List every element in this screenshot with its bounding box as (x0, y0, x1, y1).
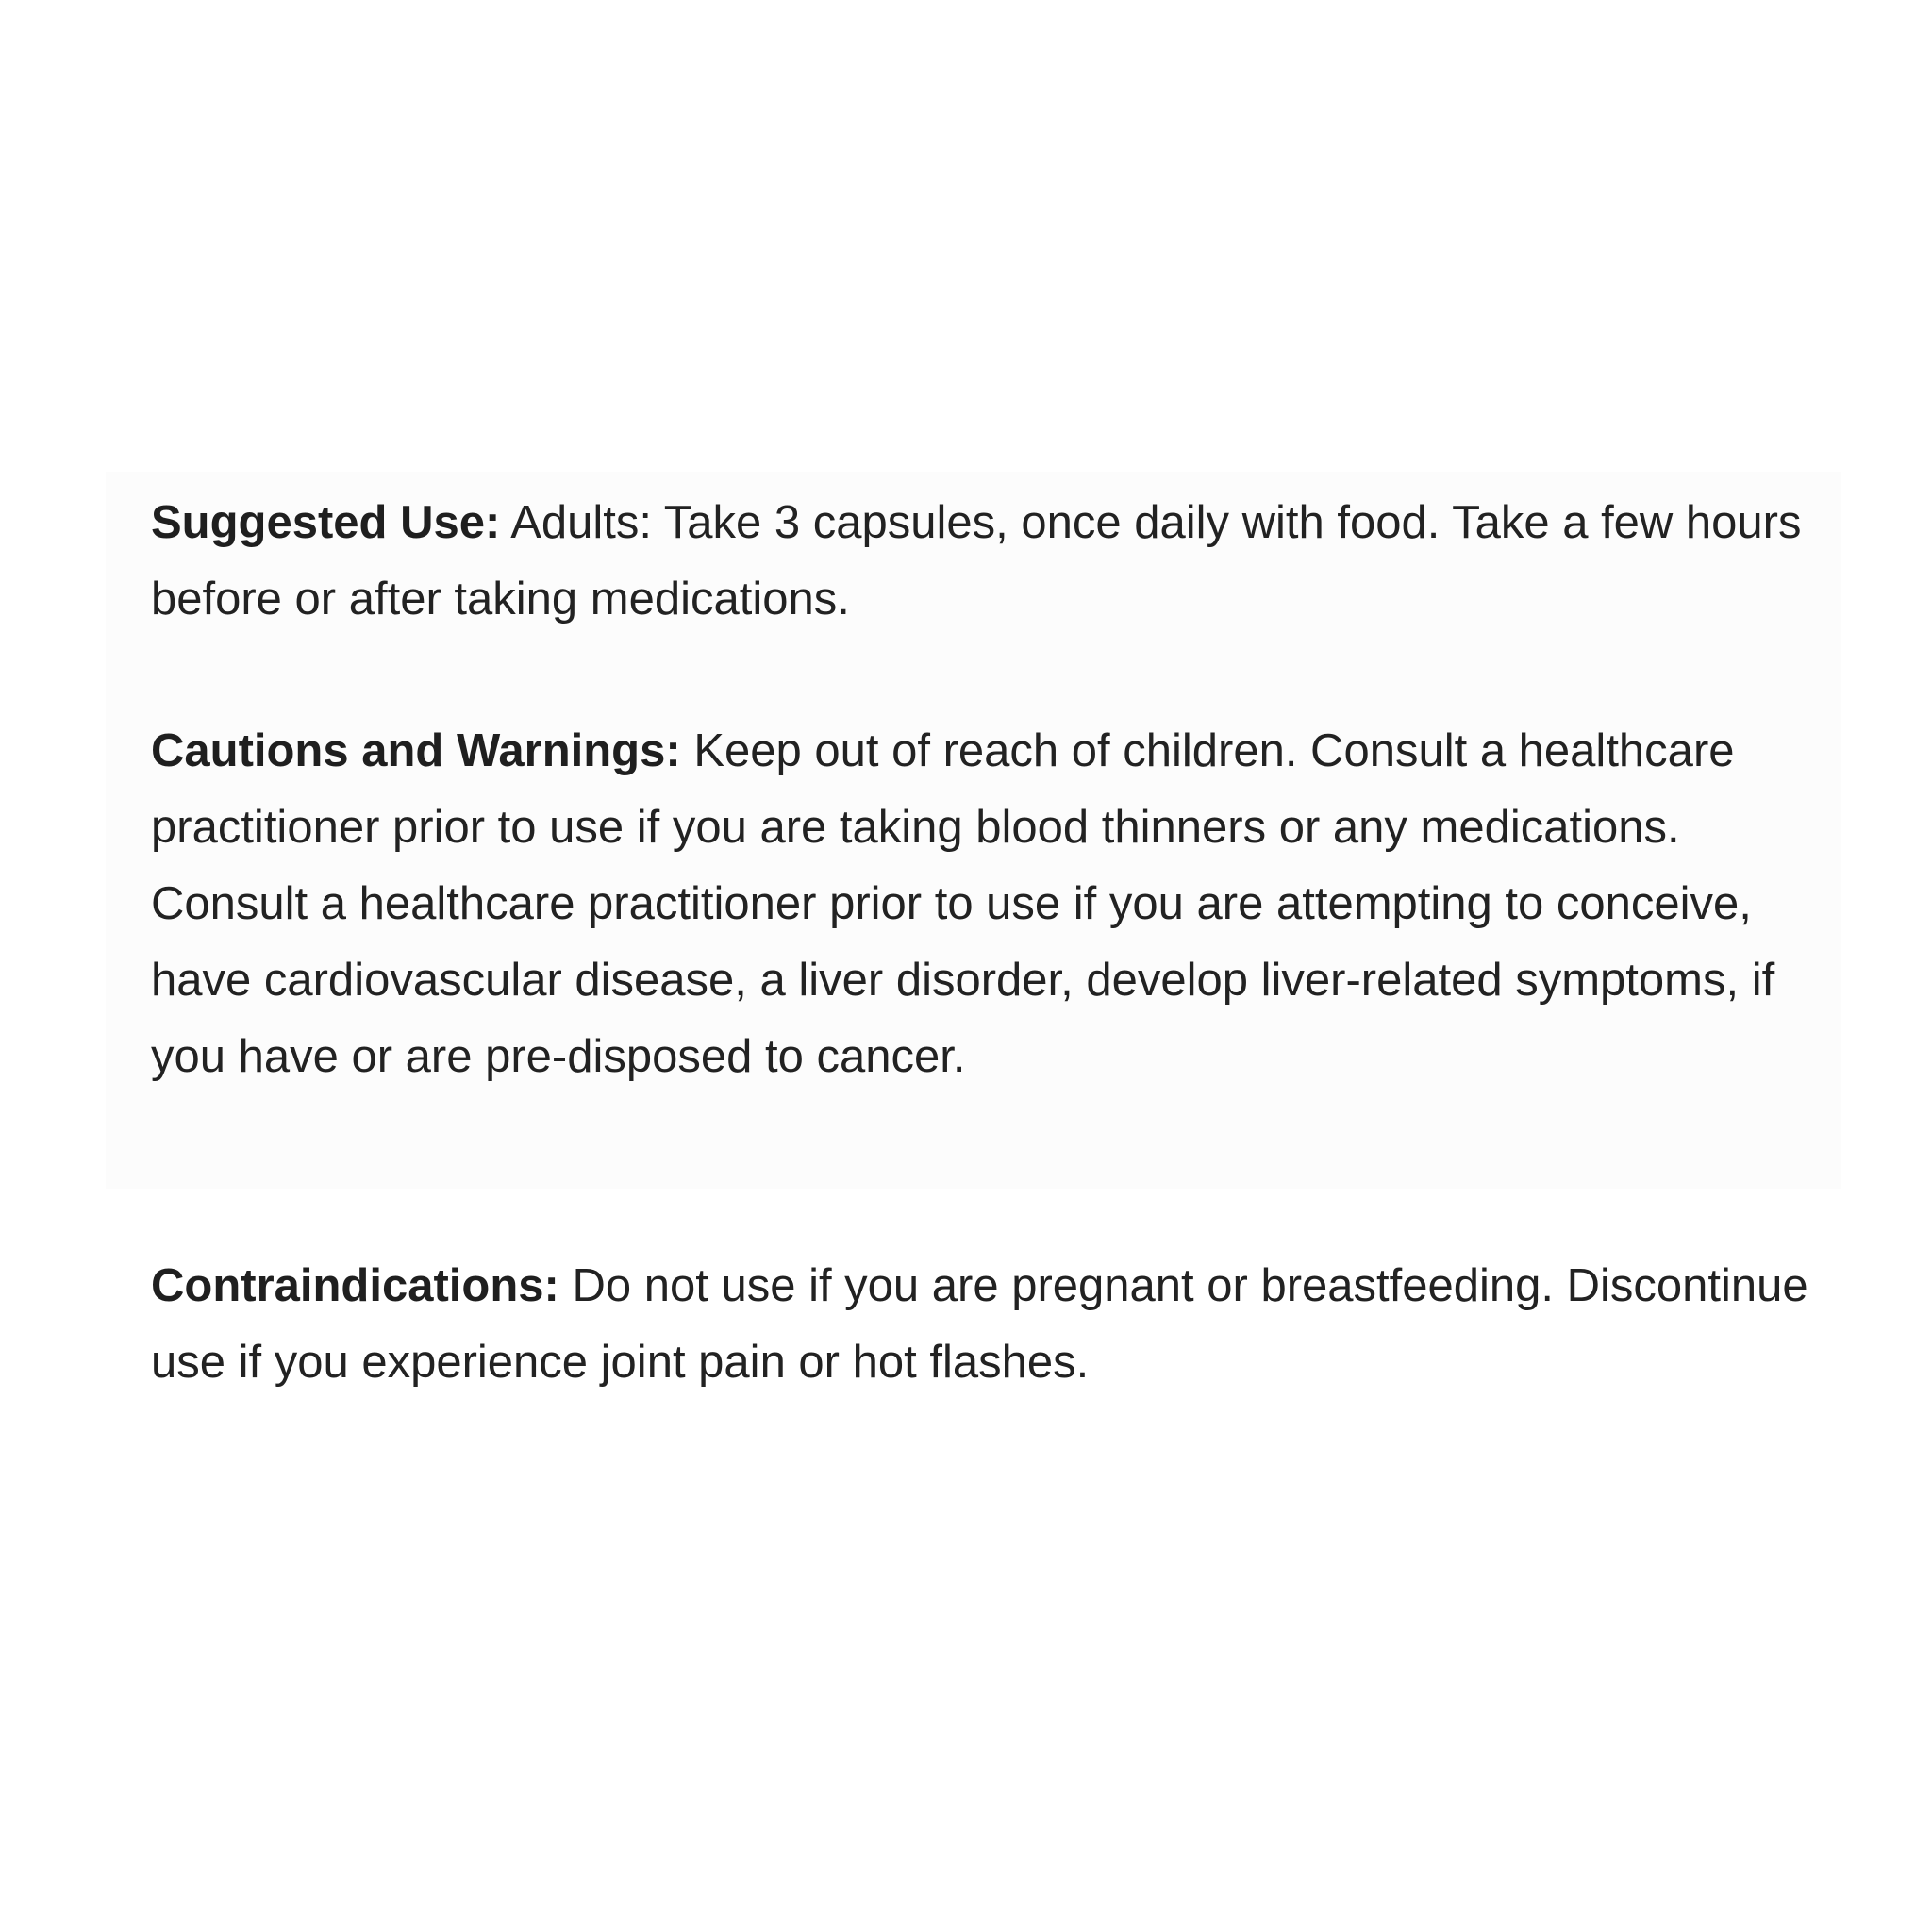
cautions-warnings-section (151, 713, 1811, 1095)
contraindications-label: Contraindications: (151, 1260, 559, 1311)
contraindications-section (151, 1248, 1811, 1401)
cautions-warnings-text: Keep out of reach of children. Consult a healthcare practitioner prior to use if you are taking blood thinners or any medications. Consult a healthcare practitioner prior to use if you are attempting to conceive, have cardiovascular disease, a liver disorder, develop liver-related symptoms, if you have or are pre-disposed to cancer. (151, 725, 1775, 1082)
suggested-use-section (151, 485, 1811, 638)
suggested-use-label: Suggested Use: (151, 497, 501, 548)
suggested-use-text: Adults: Take 3 capsules, once daily with food. Take a few hours before or after taking medications. (151, 497, 1802, 625)
contraindications-text: Do not use if you are pregnant or breastfeeding. Discontinue use if you experience joint pain or hot flashes. (151, 1260, 1808, 1388)
cautions-warnings-label: Cautions and Warnings: (151, 725, 681, 776)
